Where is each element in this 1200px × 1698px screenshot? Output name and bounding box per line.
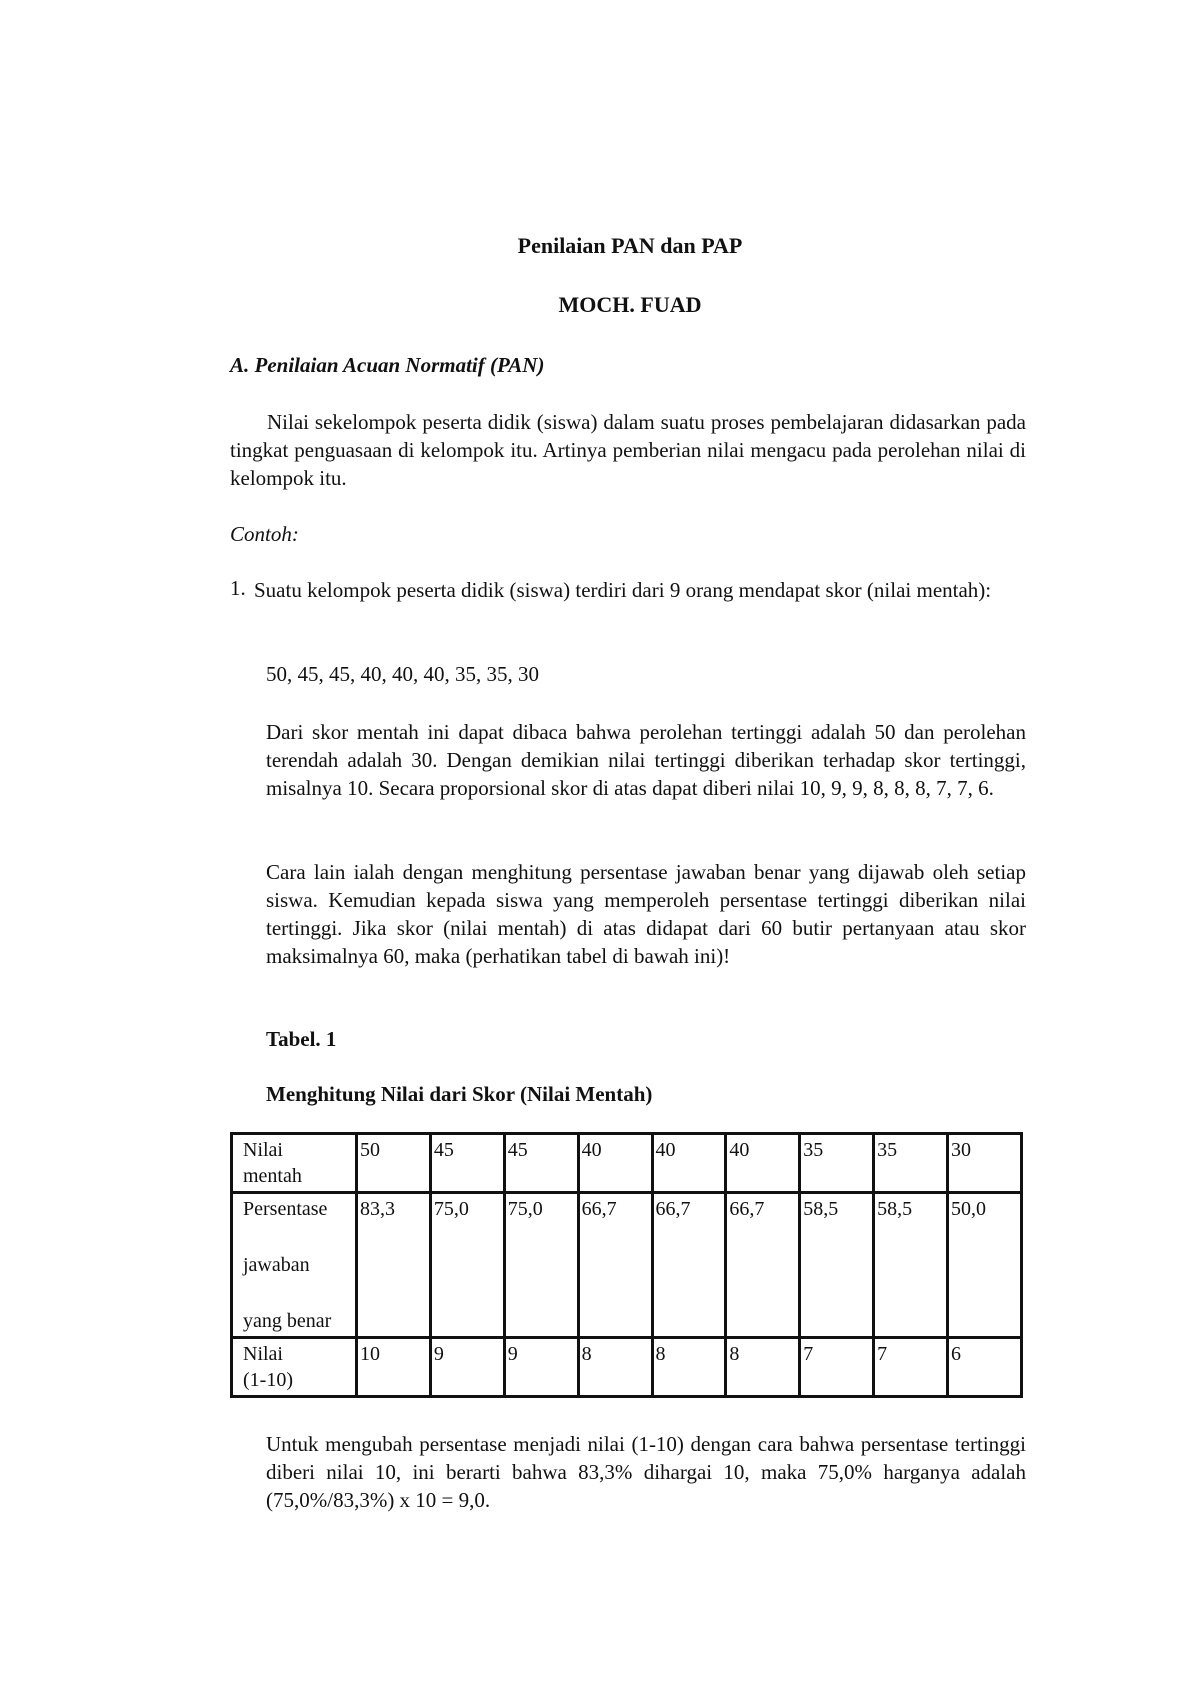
table-caption: Menghitung Nilai dari Skor (Nilai Mentah): [266, 1082, 653, 1106]
table-cell: 30: [948, 1134, 1022, 1193]
table-cell: 83,3: [357, 1193, 431, 1338]
row-header-persentase: [232, 1193, 357, 1338]
table-cell: 40: [726, 1134, 800, 1193]
table-cell: 50,0: [948, 1193, 1022, 1338]
row-header-line: mentah: [243, 1165, 302, 1187]
table-cell: 45: [504, 1134, 578, 1193]
table-cell: 9: [504, 1338, 578, 1397]
table-cell: 50: [357, 1134, 431, 1193]
row-header-line: jawaban: [243, 1254, 310, 1276]
paragraph-4: Untuk mengubah persentase menjadi nilai (1-10) dengan cara bahwa persentase tertinggi diberi nilai 10, ini berarti bahwa 83,3% dihargai 10, maka 75,0% harganya adalah (75,0%/83,3%) x 10 = 9,0.: [266, 1432, 1026, 1512]
table-cell: 8: [726, 1338, 800, 1397]
section-a-heading: A. Penilaian Acuan Normatif (PAN): [230, 353, 545, 377]
row-header-line: Nilai: [243, 1343, 283, 1365]
table-cell: 6: [948, 1338, 1022, 1397]
example-label: Contoh:: [230, 522, 299, 546]
row-header-line: Nilai: [243, 1139, 283, 1161]
table-cell: 40: [578, 1134, 652, 1193]
row-header-line: Persentase: [243, 1198, 328, 1220]
list-item-text: [254, 576, 1026, 604]
table-cell: 8: [578, 1338, 652, 1397]
table-cell: 40: [652, 1134, 726, 1193]
table-cell: 66,7: [726, 1193, 800, 1338]
table-cell: 7: [874, 1338, 948, 1397]
table-cell: 66,7: [652, 1193, 726, 1338]
list-item-text-content: Suatu kelompok peserta didik (siswa) terdiri dari 9 orang mendapat skor (nilai mentah):: [254, 578, 992, 602]
table-cell: 35: [874, 1134, 948, 1193]
table-cell: 9: [430, 1338, 504, 1397]
table-cell: 75,0: [504, 1193, 578, 1338]
row-header-line: yang benar: [243, 1310, 332, 1332]
table-label: Tabel. 1: [266, 1027, 337, 1051]
table-cell: 66,7: [578, 1193, 652, 1338]
table-cell: 8: [652, 1338, 726, 1397]
scores-line: 50, 45, 45, 40, 40, 40, 35, 35, 30: [266, 662, 539, 686]
row-header-line: (1-10): [243, 1369, 293, 1391]
table-cell: 10: [357, 1338, 431, 1397]
row-header-nilai-mentah: [232, 1134, 357, 1193]
document-author: MOCH. FUAD: [558, 292, 702, 317]
paragraph-2: Dari skor mentah ini dapat dibaca bahwa perolehan tertinggi adalah 50 dan perolehan terendah adalah 30. Dengan demikian nilai tertinggi diberikan terhadap skor tertinggi, misalnya 10. Secara proporsional skor di atas dapat diberi nilai 10, 9, 9, 8, 8, 8, 7, 7, 6.: [266, 720, 1026, 800]
table-cell: 35: [800, 1134, 874, 1193]
row-header-nilai-skala: [232, 1338, 357, 1397]
intro-paragraph: Nilai sekelompok peserta didik (siswa) dalam suatu proses pembelajaran didasarkan pada tingkat penguasaan di kelompok itu. Artinya pemberian nilai mengacu pada perolehan nilai di kelompok itu.: [230, 410, 1026, 490]
table-row: [232, 1134, 1022, 1193]
score-table: [230, 1132, 1023, 1398]
table-cell: 58,5: [874, 1193, 948, 1338]
document-title: Penilaian PAN dan PAP: [517, 233, 743, 258]
list-item-number: 1.: [230, 576, 246, 600]
table-cell: 45: [430, 1134, 504, 1193]
table-cell: 58,5: [800, 1193, 874, 1338]
table-cell: 75,0: [430, 1193, 504, 1338]
table-row: [232, 1193, 1022, 1338]
paragraph-3: Cara lain ialah dengan menghitung persentase jawaban benar yang dijawab oleh setiap siswa. Kemudian kepada siswa yang memperoleh persentase tertinggi diberikan nilai tertinggi. Jika skor (nilai mentah) di atas didapat dari 60 butir pertanyaan atau skor maksimalnya 60, maka (perhatikan tabel di bawah ini)!: [266, 860, 1026, 968]
table-row: [232, 1338, 1022, 1397]
table-cell: 7: [800, 1338, 874, 1397]
